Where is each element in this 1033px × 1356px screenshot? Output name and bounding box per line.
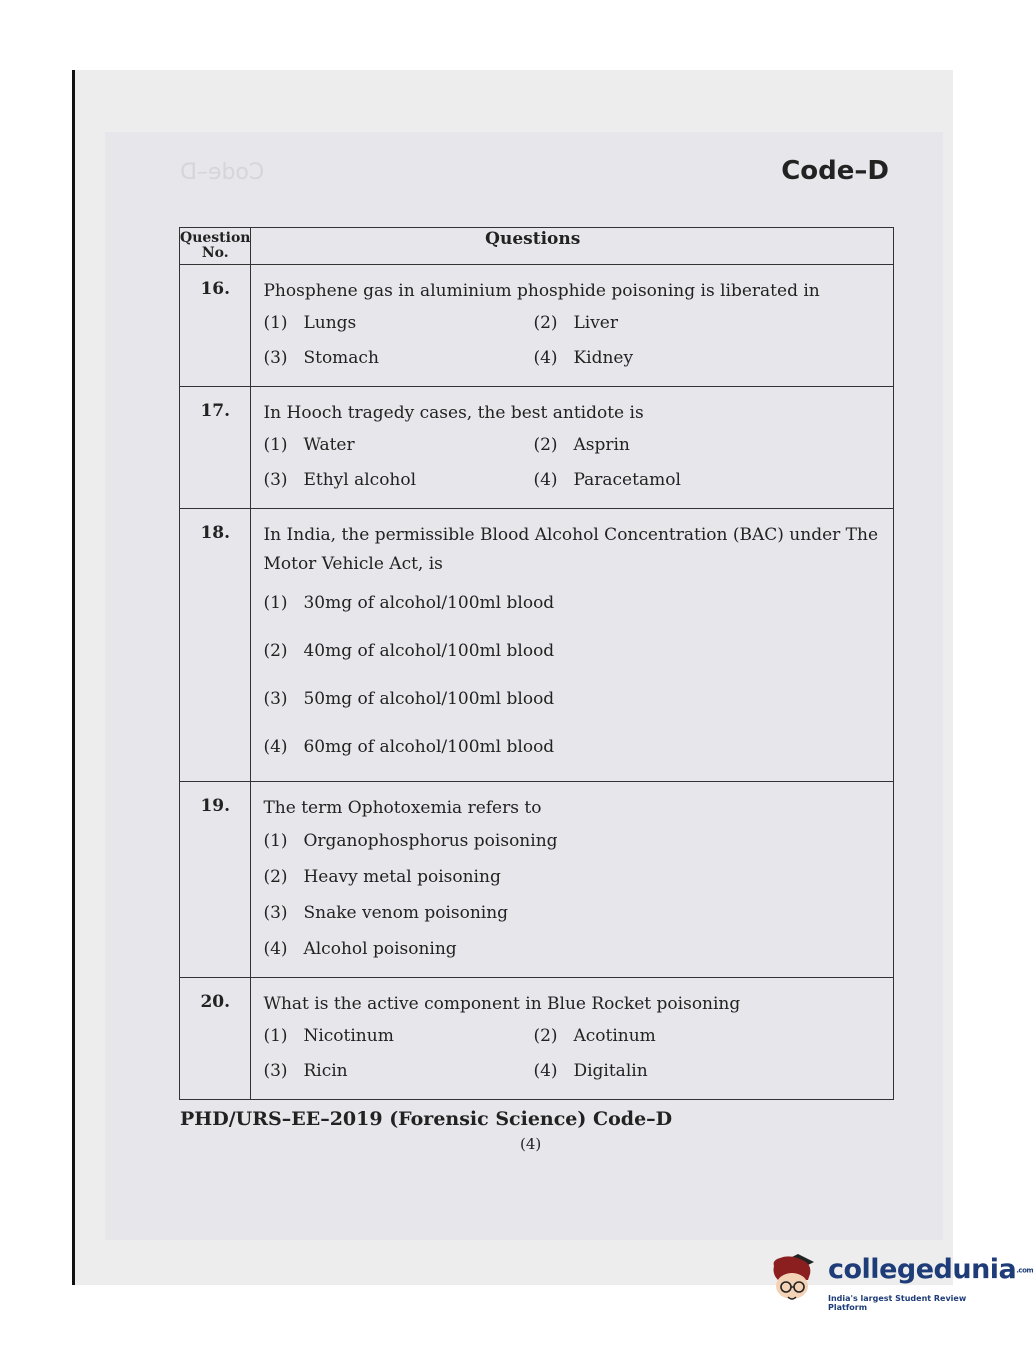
paper-code-footer: PHD/URS–EE–2019 (Forensic Science) Code–D xyxy=(180,1108,673,1130)
option-text: Water xyxy=(303,435,355,455)
question-row xyxy=(180,509,894,782)
option-text: Ricin xyxy=(303,1061,348,1081)
logo-wordmark: collegedunia.com xyxy=(828,1254,1033,1285)
question-row xyxy=(180,782,894,978)
option-text: 40mg of alcohol/100ml blood xyxy=(303,641,555,661)
question-body xyxy=(251,509,894,782)
option-text: Stomach xyxy=(303,348,379,368)
option-number: (3) xyxy=(263,689,288,709)
option-row xyxy=(263,463,885,498)
question-body xyxy=(251,265,894,387)
option-text: Ethyl alcohol xyxy=(303,470,417,490)
question-text: Phosphene gas in aluminium phosphide poisoning is liberated in xyxy=(263,281,820,301)
question-row xyxy=(180,978,894,1100)
option-text: Heavy metal poisoning xyxy=(303,867,501,887)
option-text: Nicotinum xyxy=(303,1026,394,1046)
option-number: (4) xyxy=(263,939,288,959)
option-number: (1) xyxy=(263,435,288,455)
option-row xyxy=(263,341,885,376)
option xyxy=(263,579,885,627)
option xyxy=(263,341,533,376)
question-text: The term Ophotoxemia refers to xyxy=(263,798,542,818)
option-number: (2) xyxy=(263,641,288,661)
option xyxy=(263,675,885,723)
option-number: (4) xyxy=(263,737,288,757)
option xyxy=(263,1054,533,1089)
question-text: In India, the permissible Blood Alcohol Concentration (BAC) under The Motor Vehicle Act, is xyxy=(263,525,879,574)
option-number: (4) xyxy=(533,348,558,368)
option xyxy=(533,341,803,376)
header-question-no: Question No. xyxy=(180,228,251,265)
option xyxy=(533,1019,803,1054)
option xyxy=(263,895,885,931)
option-text: Digitalin xyxy=(573,1061,648,1081)
option-text: 30mg of alcohol/100ml blood xyxy=(303,593,555,613)
logo-tagline: India's largest Student Review Platform xyxy=(828,1294,967,1312)
option xyxy=(533,306,803,341)
option xyxy=(263,931,885,967)
bleed-through-code: Code–D xyxy=(180,160,265,185)
table-header xyxy=(180,228,894,265)
option-row xyxy=(263,1019,885,1054)
option xyxy=(533,1054,803,1089)
option-text: Snake venom poisoning xyxy=(303,903,509,923)
option-number: (1) xyxy=(263,831,288,851)
option xyxy=(263,627,885,675)
option-number: (3) xyxy=(263,348,288,368)
option-text: Paracetamol xyxy=(573,470,681,490)
option-text: Acotinum xyxy=(573,1026,656,1046)
option xyxy=(263,823,885,859)
option-number: (1) xyxy=(263,593,288,613)
questions-table xyxy=(179,227,894,1100)
option xyxy=(263,428,533,463)
option xyxy=(533,428,803,463)
question-body xyxy=(251,782,894,978)
question-number: 18. xyxy=(180,509,251,782)
page-number: (4) xyxy=(520,1135,542,1153)
question-body xyxy=(251,978,894,1100)
option-number: (4) xyxy=(533,470,558,490)
mascot-icon xyxy=(768,1250,824,1310)
option xyxy=(263,1019,533,1054)
question-text: What is the active component in Blue Rocket poisoning xyxy=(263,994,741,1014)
option-text: Asprin xyxy=(573,435,630,455)
option-number: (2) xyxy=(533,313,558,333)
question-number: 16. xyxy=(180,265,251,387)
option-text: Liver xyxy=(573,313,618,333)
option-text: Lungs xyxy=(303,313,357,333)
option-text: 50mg of alcohol/100ml blood xyxy=(303,689,555,709)
option-number: (1) xyxy=(263,1026,288,1046)
option-text: 60mg of alcohol/100ml blood xyxy=(303,737,555,757)
question-body xyxy=(251,387,894,509)
option-number: (2) xyxy=(533,435,558,455)
option-number: (3) xyxy=(263,1061,288,1081)
option xyxy=(263,723,885,771)
option-number: (3) xyxy=(263,903,288,923)
collegedunia-logo xyxy=(768,1250,1033,1312)
option xyxy=(263,463,533,498)
option xyxy=(263,306,533,341)
option-number: (2) xyxy=(533,1026,558,1046)
option-text: Alcohol poisoning xyxy=(303,939,457,959)
question-text: In Hooch tragedy cases, the best antidote is xyxy=(263,403,644,423)
question-number: 19. xyxy=(180,782,251,978)
option-number: (3) xyxy=(263,470,288,490)
option xyxy=(263,859,885,895)
question-row xyxy=(180,387,894,509)
option-text: Kidney xyxy=(573,348,634,368)
option-number: (2) xyxy=(263,867,288,887)
option-number: (1) xyxy=(263,313,288,333)
option-row xyxy=(263,1054,885,1089)
option xyxy=(533,463,803,498)
page-code: Code–D xyxy=(781,156,889,186)
option-text: Organophosphorus poisoning xyxy=(303,831,558,851)
question-row xyxy=(180,265,894,387)
question-number: 17. xyxy=(180,387,251,509)
question-number: 20. xyxy=(180,978,251,1100)
option-number: (4) xyxy=(533,1061,558,1081)
option-row xyxy=(263,306,885,341)
option-row xyxy=(263,428,885,463)
header-questions: Questions xyxy=(251,228,894,265)
